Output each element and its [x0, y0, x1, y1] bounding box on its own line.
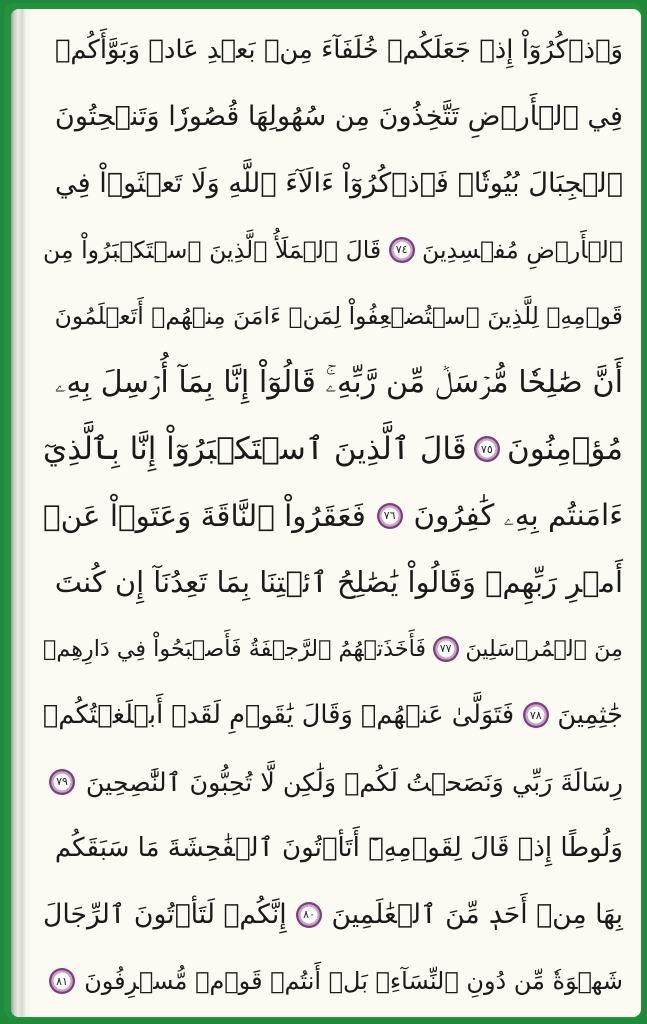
verse-text: وَلُوطًا إِذۡ قَالَ لِقَوۡمِهِۦٓ أَتَأۡتُونَ ٱلۡفَٰحِشَةَ مَا سَبَقَكُم [54, 833, 623, 864]
verse-line [37, 350, 631, 417]
verse-line [37, 483, 631, 550]
verse-line [37, 84, 631, 151]
verse-text: مِنَ ٱلۡمُرۡسَلِينَ [465, 635, 623, 662]
verse-line [37, 150, 631, 217]
verse-line [37, 17, 631, 84]
verse-text: رِسَالَةَ رَبِّي وَنَصَحۡتُ لَكُمۡ وَلَٰكِن لَّا تُحِبُّونَ ٱلنَّٰصِحِينَ [85, 766, 623, 797]
verse-text: ءَامَنتُم بِهِۦ كَٰفِرُونَ [413, 498, 623, 533]
verse-text: ٱلۡجِبَالَ بُيُوتٗاۖ فَٱذۡكُرُوٓاْ ءَالَآءَ ٱللَّهِ وَلَا تَعۡثَوۡاْ فِي [54, 167, 623, 199]
verse-text: جَٰثِمِينَ [557, 700, 623, 731]
verse-line [37, 416, 631, 483]
verse-text: بِهَا مِنۡ أَحَدٖ مِّنَ ٱلۡعَٰلَمِينَ [331, 899, 623, 931]
verse-text: وَٱذۡكُرُوٓاْ إِذۡ جَعَلَكُمۡ خُلَفَآءَ مِنۢ بَعۡدِ عَادٖ وَبَوَّأَكُمۡ [54, 35, 623, 66]
ayah-number-marker: ٧٧ [433, 636, 459, 662]
verse-text: أَنَّ صَٰلِحٗا مُّرۡسَلٞ مِّن رَّبِّهِۦۚ قَالُوٓاْ إِنَّا بِمَآ أُرۡسِلَ بِهِۦ [54, 364, 623, 400]
ayah-number-marker: ٧٨ [523, 702, 549, 728]
ayah-number-marker: ٨٠ [296, 902, 322, 928]
verse-line [37, 549, 631, 616]
verse-line [37, 882, 631, 949]
page-frame [4, 3, 642, 1019]
verse-text: فَأَخَذَتۡهُمُ ٱلرَّجۡفَةُ فَأَصۡبَحُواْ فِي دَارِهِمۡ [43, 635, 427, 662]
verse-text: أَمۡرِ رَبِّهِمۡ وَقَالُواْ يَٰصَٰلِحُ ٱئۡتِنَا بِمَا تَعِدُنَآ إِن كُنتَ [54, 565, 623, 600]
ayah-number-marker: ٧٦ [377, 503, 403, 529]
ayah-number-marker: ٧٥ [474, 436, 500, 462]
verse-text: قَالَ ٱلۡمَلَأُ ٱلَّذِينَ ٱسۡتَكۡبَرُواْ مِن [43, 235, 382, 264]
verse-lines [37, 17, 631, 1011]
ayah-number-marker: ٨١ [49, 968, 75, 994]
verse-line [37, 217, 631, 284]
verse-text: مُؤۡمِنُونَ [507, 431, 623, 468]
verse-line [37, 283, 631, 350]
verse-line [37, 815, 631, 882]
verse-text: قَوۡمِهِۦ لِلَّذِينَ ٱسۡتُضۡعِفُواْ لِمَنۡ ءَامَنَ مِنۡهُمۡ أَتَعۡلَمُونَ [54, 302, 623, 331]
verse-line [37, 749, 631, 816]
verse-text: فَعَقَرُواْ ٱلنَّاقَةَ وَعَتَوۡاْ عَنۡ [43, 498, 366, 533]
verse-line [37, 948, 631, 1015]
verse-text: إِنَّكُمۡ لَتَأۡتُونَ ٱلرِّجَالَ [43, 899, 287, 931]
verse-text: ٱلۡأَرۡضِ مُفۡسِدِينَ [422, 235, 623, 264]
mushaf-page [11, 9, 641, 1017]
verse-line [37, 616, 631, 683]
verse-text: قَالَ ٱلَّذِينَ ٱسۡتَكۡبَرُوٓاْ إِنَّا بِٱلَّذِيٓ [43, 431, 467, 468]
verse-text: شَهۡوَةٗ مِّن دُونِ ٱلنِّسَآءِۚ بَلۡ أَنتُمۡ قَوۡمٞ مُّسۡرِفُونَ [84, 967, 623, 996]
ayah-number-marker: ٧٩ [49, 769, 75, 795]
book-binding-shadow [11, 9, 33, 1017]
verse-text: فِي ٱلۡأَرۡضِ تَتَّخِذُونَ مِن سُهُولِهَا قُصُورٗا وَتَنۡحِتُونَ [54, 101, 623, 133]
verse-line [37, 682, 631, 749]
ayah-number-marker: ٧٤ [389, 237, 415, 263]
verse-text: فَتَوَلَّىٰ عَنۡهُمۡ وَقَالَ يَٰقَوۡمِ لَقَدۡ أَبۡلَغۡتُكُمۡ [43, 700, 515, 731]
